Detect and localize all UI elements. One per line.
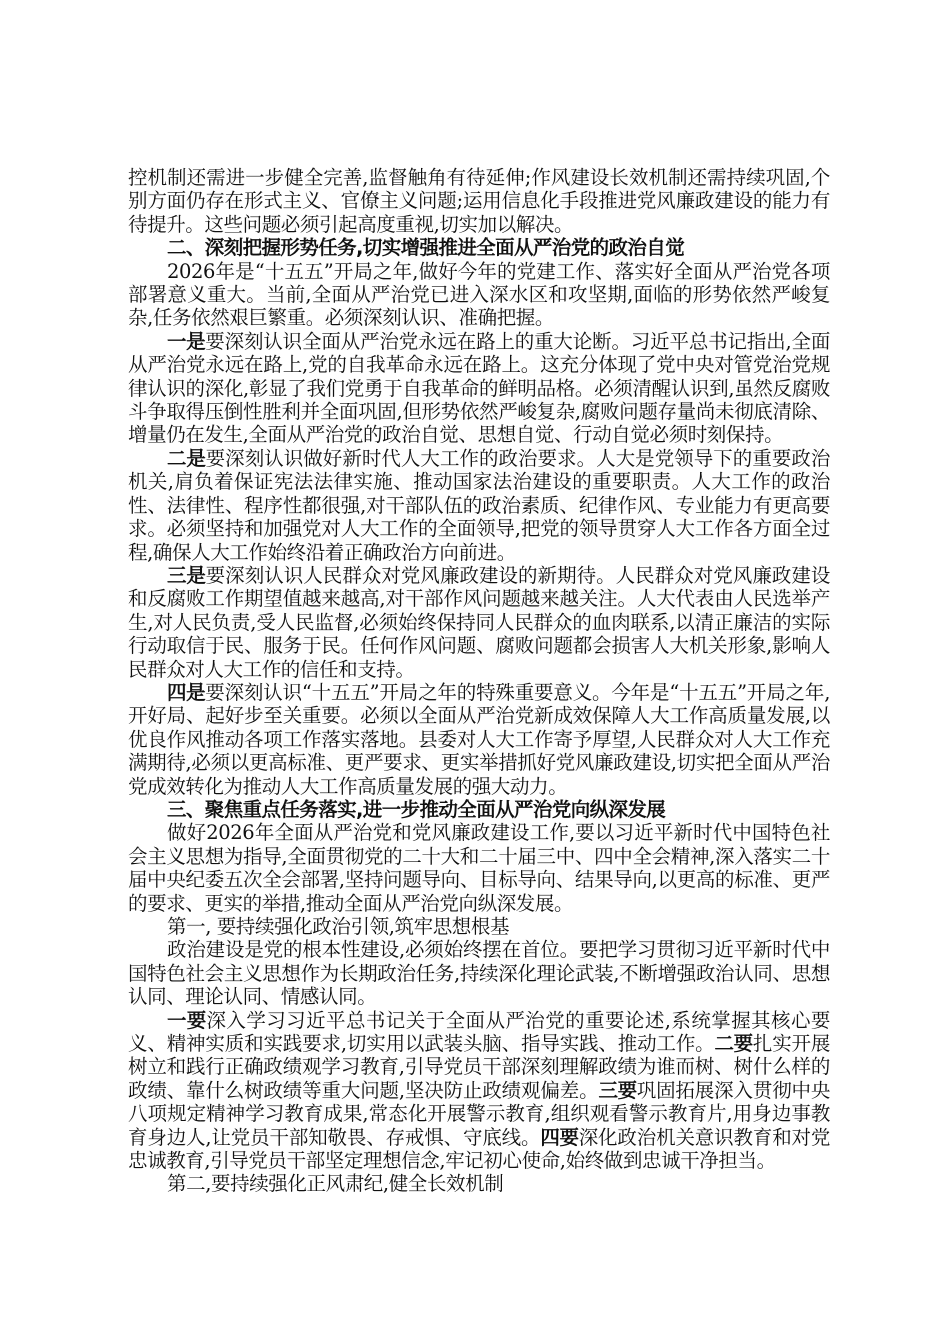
document-body xyxy=(128,166,830,1196)
section-heading-3: 三、聚焦重点任务落实,进一步推动全面从严治党向纵深发展 xyxy=(167,797,666,821)
paragraph-continued: 控机制还需进一步健全完善,监督触角有待延伸;作风建设长效机制还需持续巩固,个别方面仍存在形式主义、官僚主义问题;运用信息化手段推进党风廉政建设的能力有待提升。这些问题必须引起高度重视,切实加以解决。 xyxy=(128,166,830,236)
req-1-text: 深入学习习近平总书记关于全面从严治党的重要论述,系统掌握其核心要义、精神实质和实践要求,切实用以武装头脑、指导实践、推动工作。 xyxy=(128,1008,830,1056)
req-3-text: 巩固拓展深入贯彻中央八项规定精神学习教育成果,常态化开展警示教育,组织观看警示教育片,用身边事教育身边人,让党员干部知敬畏、存戒惧、守底线。 xyxy=(128,1078,830,1149)
point-1-lead: 一是 xyxy=(167,329,206,353)
paragraph-2026: 2026年是“十五五”开局之年,做好今年的党建工作、落实好全面从严治党各项部署意义重大。当前,全面从严治党已进入深水区和攻坚期,面临的形势依然严峻复杂,任务依然艰巨繁重。必须深刻认识、准确把握。 xyxy=(128,259,830,330)
req-2-text: 扎实开展树立和践行正确政绩观学习教育,引导党员干部深刻理解政绩为谁而树、树什么样的政绩、靠什么树政绩等重大问题,坚决防止政绩观偏差。 xyxy=(128,1032,830,1102)
paragraph-point-3 xyxy=(128,564,830,681)
section-heading-2: 二、深刻把握形势任务,切实增强推进全面从严治党的政治自觉 xyxy=(167,236,685,260)
point-3-lead: 三是 xyxy=(167,563,206,587)
subheading-2: 第二,要持续强化正风肃纪,健全长效机制 xyxy=(167,1172,504,1196)
req-4-text: 深化政治机关意识教育和对党忠诚教育,引导党员干部坚定理想信念,牢记初心使命,始终做到忠诚干净担当。 xyxy=(128,1125,830,1173)
point-2-text: 要深刻认识做好新时代人大工作的政治要求。人大是党领导下的重要政治机关,肩负着保证宪法法律实施、推动国家法治建设的重要职责。人大工作的政治性、法律性、程序性都很强,对干部队伍的政治素质、纪律作风、专业能力有更高要求。必须坚持和加强党对人大工作的全面领导,把党的领导贯穿人大工作各方面全过程,确保人大工作始终沿着正确政治方向前进。 xyxy=(128,446,830,564)
point-2-lead: 二是 xyxy=(167,446,206,470)
req-2-lead: 二要 xyxy=(714,1032,753,1056)
paragraph-point-4 xyxy=(128,681,830,798)
paragraph-point-1 xyxy=(128,330,830,447)
point-3-text: 要深刻认识人民群众对党风廉政建设的新期待。人民群众对党风廉政建设和反腐败工作期望值越来越高,对干部作风问题越来越关注。人大代表由人民选举产生,对人民负责,受人民监督,必须始终保持同人民群众的血肉联系,以清正廉洁的实际行动取信于民、服务于民。任何作风问题、腐败问题都会损害人大机关形象,影响人民群众对人大工作的信任和支持。 xyxy=(128,563,830,681)
paragraph-intro-3: 做好2026年全面从严治党和党风廉政建设工作,要以习近平新时代中国特色社会主义思想为指导,全面贯彻党的二十大和二十届三中、四中全会精神,深入落实二十届中央纪委五次全会部署,坚持问题导向、目标导向、结果导向,以更高的标准、更严的要求、更实的举措,推动全面从严治党向纵深发展。 xyxy=(128,821,830,915)
point-4-text: 要深刻认识“十五五”开局之年的特殊重要意义。今年是“十五五”开局之年,开好局、起好步至关重要。必须以全面从严治党新成效保障人大工作高质量发展,以优良作风推动各项工作落实落地。县委对人大工作寄予厚望,人民群众对人大工作充满期待,必须以更高标准、更严要求、更实举措抓好党风廉政建设,切实把全面从严治党成效转化为推动人大工作高质量发展的强大动力。 xyxy=(128,680,830,798)
req-4-lead: 四要 xyxy=(540,1125,579,1149)
paragraph-requirements xyxy=(128,1009,830,1173)
point-4-lead: 四是 xyxy=(167,680,206,704)
subheading-1: 第一, 要持续强化政治引领,筑牢思想根基 xyxy=(167,915,510,938)
req-1-lead: 一要 xyxy=(167,1008,207,1032)
paragraph-sub-1: 政治建设是党的根本性建设,必须始终摆在首位。要把学习贯彻习近平新时代中国特色社会主义思想作为长期政治任务,持续深化理论武装,不断增强政治认同、思想认同、理论认同、情感认同。 xyxy=(128,938,830,1009)
paragraph-point-2 xyxy=(128,447,830,564)
point-1-text: 要深刻认识全面从严治党永远在路上的重大论断。习近平总书记指出,全面从严治党永远在路上,党的自我革命永远在路上。这充分体现了党中央对管党治党规律认识的深化,彰显了我们党勇于自我革命的鲜明品格。必须清醒认识到,虽然反腐败斗争取得压倒性胜利并全面巩固,但形势依然严峻复杂,腐败问题存量尚未彻底清除、增量仍在发生,全面从严治党的政治自觉、思想自觉、行动自觉必须时刻保持。 xyxy=(128,329,831,447)
req-3-lead: 三要 xyxy=(598,1078,637,1102)
